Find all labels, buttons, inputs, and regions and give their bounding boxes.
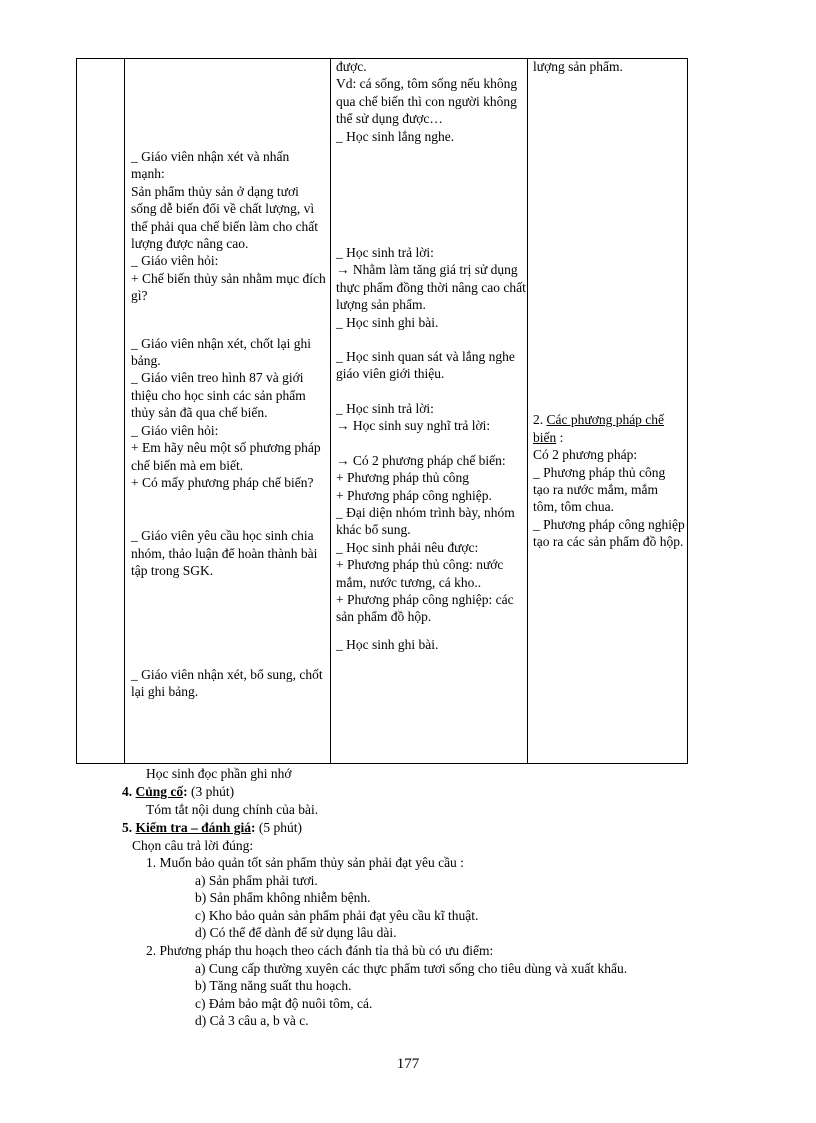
lesson-table <box>76 58 688 764</box>
content-heading-number: 2. <box>533 412 547 428</box>
section-4-title: Củng cố <box>135 784 184 799</box>
section-4-colon: : <box>183 784 192 799</box>
teacher-line: _ Giáo viên hỏi: <box>131 253 219 269</box>
question-2-option: c) Đảm bảo mật độ nuôi tôm, cá. <box>195 996 373 1011</box>
question-1-option: d) Có thể để dành để sử dụng lâu dài. <box>195 925 397 940</box>
student-line: _ Học sinh trả lời: <box>336 245 434 261</box>
section-4-text: Tóm tắt nội dung chính của bài. <box>146 802 319 817</box>
student-line: _ Học sinh quan sát và lắng nghe giáo viên giới thiệu. <box>336 349 515 382</box>
section-4-heading <box>122 783 234 800</box>
section-5-heading <box>122 819 302 836</box>
student-line: _ Học sinh phải nêu được: <box>336 539 479 555</box>
student-line: _ Học sinh trả lời: <box>336 400 434 416</box>
content-line: Có 2 phương pháp: <box>533 447 638 463</box>
table-col-border-3 <box>330 58 331 764</box>
teacher-line: _ Giáo viên treo hình 87 và giới thiệu cho học sinh các sản phẩm thủy sản đã qua chế biến. <box>131 370 306 421</box>
section-5-title: Kiểm tra – đánh giá <box>135 820 252 835</box>
student-line: _ Học sinh ghi bài. <box>336 314 439 330</box>
table-col-border-5 <box>687 58 688 764</box>
table-col-border-4 <box>527 58 528 764</box>
question-1-option: a) Sản phẩm phải tươi. <box>195 873 318 888</box>
question-2-option: b) Tăng năng suất thu hoạch. <box>195 978 352 993</box>
content-heading-title: Các phương pháp chế biến <box>533 412 665 445</box>
content-heading-tail: : <box>556 429 564 445</box>
student-activity-column <box>336 58 526 653</box>
choose-instruction: Chọn câu trả lời đúng: <box>132 838 254 853</box>
student-line: được. <box>336 59 367 74</box>
section-4-time: (3 phút) <box>191 784 235 799</box>
section-5-colon: : <box>251 820 259 835</box>
teacher-line: + Có mấy phương pháp chế biến? <box>131 474 314 490</box>
teacher-line: + Chế biến thủy sản nhằm mục đích gì? <box>131 270 326 304</box>
page-number: 177 <box>396 1056 420 1072</box>
teacher-line: Sản phẩm thủy sản ở dạng tươi sống dễ biến đổi về chất lượng, vì thế phải qua chế biến làm cho chất lượng được nâng cao. <box>131 183 319 252</box>
student-line: Vd: cá sống, tôm sống nếu không qua chế biến thì con người không thể sử dụng được… <box>336 76 518 127</box>
section-5-number: 5. <box>122 820 136 835</box>
question-2: 2. Phương pháp thu hoạch theo cách đánh tỉa thả bù có ưu điểm: <box>146 943 494 958</box>
student-line: → Có 2 phương pháp chế biến: <box>336 452 506 468</box>
section-5-time: (5 phút) <box>258 820 303 835</box>
teacher-line: _ Giáo viên yêu cầu học sinh chia nhóm, thảo luận để hoàn thành bài tập trong SGK. <box>131 528 318 579</box>
teacher-line: + Em hãy nêu một số phương pháp chế biến mà em biết. <box>131 440 321 473</box>
student-line: + Phương pháp thủ công <box>336 470 470 486</box>
content-heading <box>533 411 685 446</box>
table-col-border-1 <box>76 58 77 764</box>
teacher-line: _ Giáo viên nhận xét, bổ sung, chốt lại ghi bảng. <box>131 666 323 699</box>
content-line: _ Phương pháp công nghiệp tạo ra các sản phẩm đồ hộp. <box>533 516 685 550</box>
student-line: _ Học sinh lắng nghe. <box>336 128 455 144</box>
section-4-number: 4. <box>122 784 136 799</box>
student-line: _ Đại diện nhóm trình bày, nhóm khác bổ sung. <box>336 504 515 538</box>
student-line: → Học sinh suy nghĩ trả lời: <box>336 418 491 434</box>
student-line: → Nhằm làm tăng giá trị sử dụng thực phẩm đồng thời nâng cao chất lượng sản phẩm. <box>336 262 526 313</box>
content-line: _ Phương pháp thủ công tạo ra nước mắm, mắm tôm, tôm chua. <box>533 464 666 515</box>
student-line: + Phương pháp công nghiệp: các sản phẩm đồ hộp. <box>336 591 514 625</box>
table-col-border-2 <box>124 58 125 764</box>
student-line: _ Học sinh ghi bài. <box>336 636 439 652</box>
content-column <box>533 58 685 551</box>
teacher-line: _ Giáo viên nhận xét và nhấn mạnh: <box>131 149 290 182</box>
teacher-activity-column <box>131 58 326 700</box>
content-top-line: lượng sản phẩm. <box>533 59 623 74</box>
table-bottom-border <box>76 763 688 764</box>
question-1: 1. Muốn bảo quản tốt sản phẩm thủy sản phải đạt yêu cầu : <box>146 855 464 870</box>
student-line: + Phương pháp công nghiệp. <box>336 487 492 503</box>
question-2-option: a) Cung cấp thường xuyên các thực phẩm tươi sống cho tiêu dùng và xuất khẩu. <box>195 961 628 976</box>
student-line: + Phương pháp thủ công: nước mắm, nước tương, cá kho.. <box>336 557 504 590</box>
question-1-option: b) Sản phẩm không nhiễm bệnh. <box>195 890 371 905</box>
note-line: Học sinh đọc phần ghi nhớ <box>146 766 292 781</box>
question-2-option: d) Cả 3 câu a, b và c. <box>195 1013 309 1028</box>
teacher-line: _ Giáo viên nhận xét, chốt lại ghi bảng. <box>131 335 311 369</box>
question-1-option: c) Kho bảo quản sản phẩm phải đạt yêu cầu kĩ thuật. <box>195 908 479 923</box>
teacher-line: _ Giáo viên hỏi: <box>131 422 219 438</box>
